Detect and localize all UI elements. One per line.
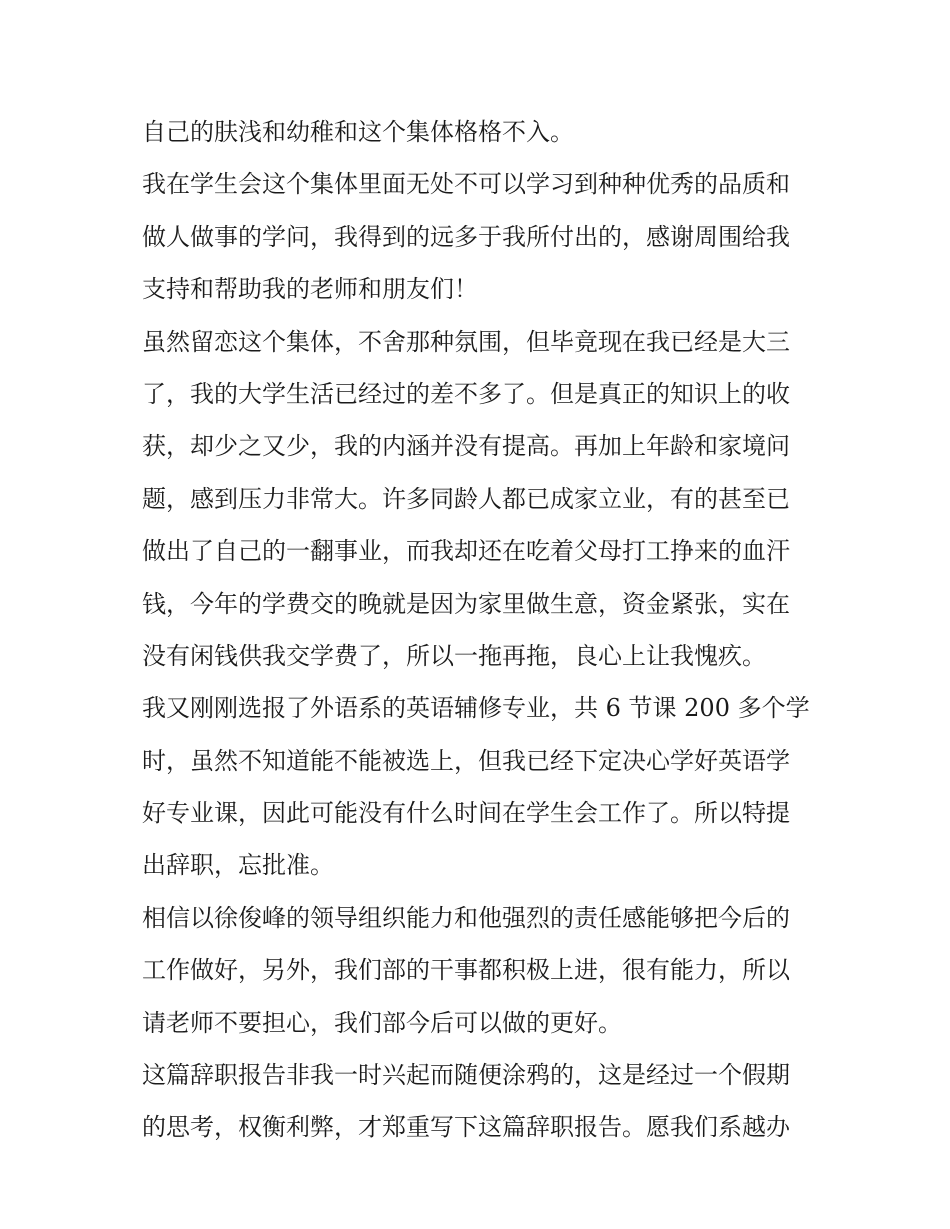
text-line: 我在学生会这个集体里面无处不可以学习到种种优秀的品质和 bbox=[142, 170, 790, 199]
text-line: 获，却少之又少，我的内涵并没有提高。再加上年龄和家境问 bbox=[142, 432, 790, 461]
text-line: 这篇辞职报告非我一时兴起而随便涂鸦的，这是经过一个假期 bbox=[142, 1061, 790, 1090]
text-line: 的思考，权衡利弊，才郑重写下这篇辞职报告。愿我们系越办 bbox=[142, 1113, 790, 1142]
text-line: 做人做事的学问，我得到的远多于我所付出的，感谢周围给我 bbox=[142, 222, 790, 251]
text-line: 工作做好，另外，我们部的干事都积极上进，很有能力，所以 bbox=[142, 956, 790, 985]
text-line: 好专业课，因此可能没有什么时间在学生会工作了。所以特提 bbox=[142, 799, 790, 828]
text-line: 时，虽然不知道能不能被选上，但我已经下定决心学好英语学 bbox=[142, 746, 790, 775]
text-line: 做出了自己的一翻事业，而我却还在吃着父母打工挣来的血汗 bbox=[142, 537, 790, 566]
text-line: 出辞职，忘批准。 bbox=[142, 851, 334, 880]
text-line: 自己的肤浅和幼稚和这个集体格格不入。 bbox=[142, 118, 574, 146]
body-text bbox=[142, 106, 812, 1154]
text-line: 了，我的大学生活已经过的差不多了。但是真正的知识上的收 bbox=[142, 379, 790, 408]
text-line: 相信以徐俊峰的领导组织能力和他强烈的责任感能够把今后的 bbox=[142, 903, 790, 932]
text-line: 支持和帮助我的老师和朋友们！ bbox=[142, 275, 478, 304]
text-line: 虽然留恋这个集体，不舍那种氛围，但毕竟现在我已经是大三 bbox=[142, 327, 790, 356]
text-line: 我又刚刚选报了外语系的英语辅修专业，共 6 节课 200 多个学 bbox=[142, 694, 810, 723]
text-line: 题，感到压力非常大。许多同龄人都已成家立业，有的甚至已 bbox=[142, 484, 790, 513]
text-line: 请老师不要担心，我们部今后可以做的更好。 bbox=[142, 1008, 622, 1037]
text-line: 没有闲钱供我交学费了，所以一拖再拖，良心上让我愧疚。 bbox=[142, 641, 766, 670]
text-line: 钱，今年的学费交的晚就是因为家里做生意，资金紧张，实在 bbox=[142, 589, 790, 618]
